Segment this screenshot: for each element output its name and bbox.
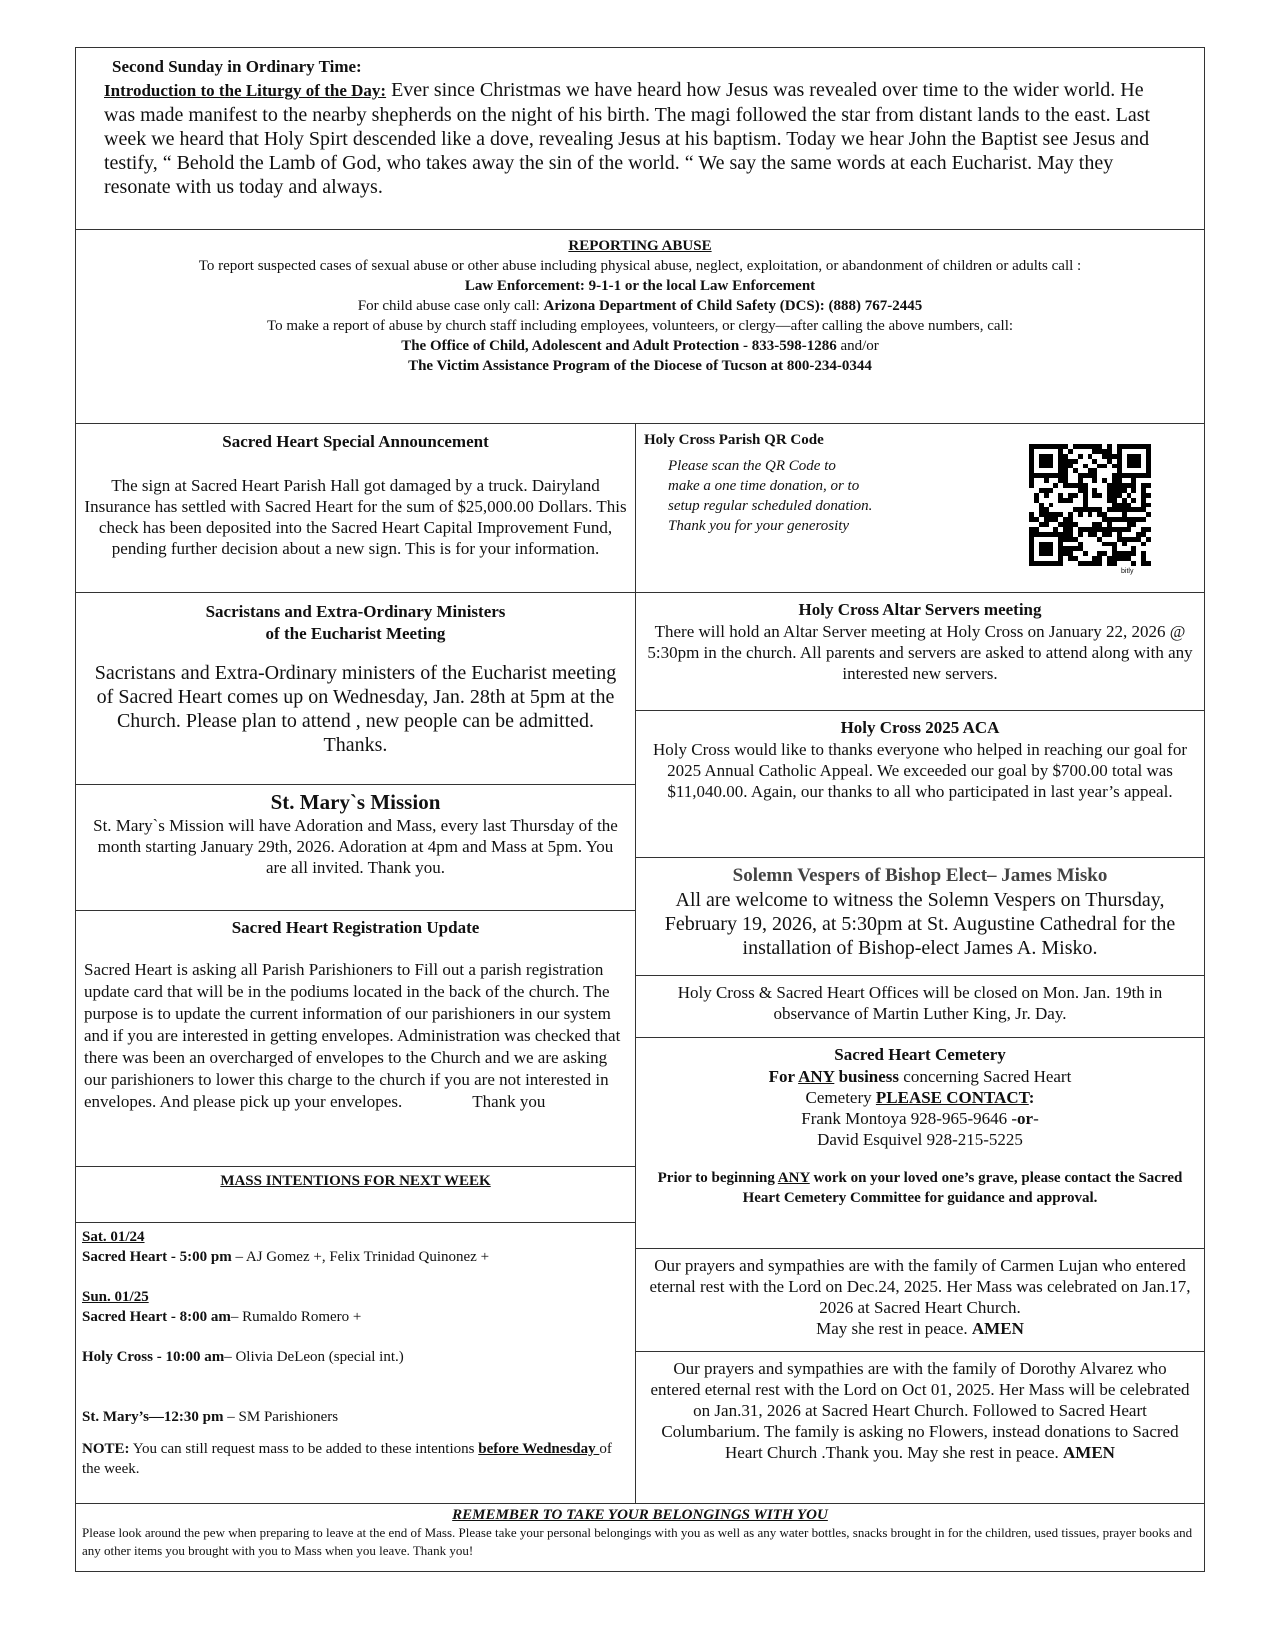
cemetery-title: Sacred Heart Cemetery [834, 1045, 1006, 1064]
belongings-text: Please look around the pew when preparing to leave at the end of Mass. Please take your personal belongings with you as well as any water bottles, snacks brought in for the children, used tissues, prayer books and any other items you brought with you to Mass when you leave. Thank you! [82, 1525, 1193, 1558]
sacristans-title-1: Sacristans and Extra-Ordinary Ministers [205, 602, 506, 621]
cemetery-contact-2: David Esquivel 928-215-5225 [817, 1130, 1023, 1149]
abuse-line3-pre: For child abuse case only call: [357, 298, 544, 314]
qr-line3: setup regular scheduled donation. [668, 498, 873, 514]
contact1-post: - [1033, 1109, 1039, 1128]
abuse-office: The Office of Child, Adolescent and Adult Protection - 833-598-1286 [401, 338, 837, 354]
prayer-alvarez-section [635, 1351, 1205, 1504]
contact1-pre: Frank Montoya 928-965-9646 - [801, 1109, 1018, 1128]
note-end: of the week. [82, 1441, 612, 1477]
mass-intentions-list [75, 1222, 636, 1504]
donation-qr-code[interactable] [1029, 444, 1151, 566]
sacristans-text: Sacristans and Extra-Ordinary ministers of the Eucharist meeting of Sacred Heart comes up on Wednesday, Jan. 28th at 5pm at the Church. Please plan to attend , new people can be admitted. Thanks. [94, 662, 617, 756]
prayer-lujan-last [644, 1318, 1196, 1339]
st-marys-intention [82, 1407, 629, 1427]
notice-any: ANY [777, 1170, 810, 1186]
registration-text [84, 959, 627, 1113]
bitly-logo: bitly [1121, 568, 1134, 575]
office-closure-section [635, 975, 1205, 1038]
intro-text [104, 78, 1176, 199]
sun-time: Sacred Heart - 8:00 am [82, 1309, 231, 1325]
hc-names: – Olivia DeLeon (special int.) [224, 1349, 404, 1365]
cemetery-line2 [656, 1066, 1184, 1087]
intro-heading: Second Sunday in Ordinary Time: [112, 57, 362, 76]
altar-servers-section [635, 592, 1205, 711]
sm-time: St. Mary’s—12:30 pm [82, 1409, 224, 1425]
st-marys-title: St. Mary`s Mission [270, 790, 441, 814]
aca-text: Holy Cross would like to thanks everyone who helped in reaching our goal for 2025 Annual Catholic Appeal. We exceeded our goal by $700.00 total was $11,040.00. Again, our thanks to all who participated in last year’s appeal. [653, 740, 1187, 801]
belongings-section [75, 1503, 1205, 1572]
qr-module [1146, 561, 1151, 566]
sun-date: Sun. 01/25 [82, 1289, 149, 1305]
notice-pre: Prior to beginning [657, 1170, 778, 1186]
cemetery-any: ANY [798, 1067, 835, 1086]
mass-intentions-title: MASS INTENTIONS FOR NEXT WEEK [220, 1173, 491, 1189]
reporting-abuse-section [75, 229, 1205, 424]
holy-cross-intention [82, 1347, 629, 1367]
announcement-title: Sacred Heart Special Announcement [222, 432, 489, 451]
vespers-section [635, 857, 1205, 976]
sat-time: Sacred Heart - 5:00 pm [82, 1249, 232, 1265]
cemetery-please-contact: PLEASE CONTACT [875, 1088, 1029, 1107]
announcement-text: The sign at Sacred Heart Parish Hall got damaged by a truck. Dairyland Insurance has settled with Sacred Heart for the sum of $25,000.00 Dollars. This check has been deposited into the Sacred Heart Capital Improvement Fund, pending further decision about a new sign. This is for your information. [84, 476, 627, 558]
abuse-line1: To report suspected cases of sexual abuse or other abuse including physical abuse, neglect, exploitation, or abandonment of children or adults call : [198, 258, 1082, 274]
sacristans-title-2: of the Eucharist Meeting [265, 624, 446, 643]
office-closure-text: Holy Cross & Sacred Heart Offices will be closed on Mon. Jan. 19th in observance of Martin Luther King, Jr. Day. [677, 983, 1163, 1023]
abuse-andor: and/or [836, 338, 879, 354]
hc-time: Holy Cross - 10:00 am [82, 1349, 225, 1365]
aca-section [635, 710, 1205, 858]
prayer-alvarez-body: Our prayers and sympathies are with the family of Dorothy Alvarez who entered eternal rest with the Lord on Oct 01, 2025. Her Mass will be celebrated on Jan.31, 2026 at Sacred Heart Church. Followed to Sacred Heart Columbarium. The family is asking no Flowers, instead donations to Sacred Heart Church .Thank you. May she rest in peace. [650, 1359, 1190, 1462]
cemetery-contact-1 [656, 1108, 1184, 1129]
qr-line2: make a one time donation, or to [668, 478, 860, 494]
note-label: NOTE: [82, 1441, 130, 1457]
notice-post: work on your loved one’s grave, please contact the Sacred Heart Cemetery Committee for guidance and approval. [742, 1170, 1183, 1206]
registration-thanks: Thank you [472, 1092, 546, 1111]
vespers-title: Solemn Vespers of Bishop Elect– James Misko [732, 865, 1108, 886]
cemetery-for: For [768, 1067, 799, 1086]
abuse-title: REPORTING ABUSE [568, 238, 712, 254]
prayer-lujan-text: Our prayers and sympathies are with the family of Carmen Lujan who entered eternal rest with the Lord on Dec.24, 2025. Her Mass was celebrated on Jan.17, 2026 at Sacred Heart Church. [649, 1256, 1191, 1317]
prayer-lujan-rest: May she rest in peace. [816, 1319, 972, 1338]
registration-title: Sacred Heart Registration Update [231, 918, 480, 937]
note-text: You can still request mass to be added to these intentions [129, 1441, 479, 1457]
announcement-section [75, 423, 636, 593]
prayer-lujan-section [635, 1248, 1205, 1352]
cemetery-line3 [656, 1087, 1184, 1108]
qr-code-section [635, 423, 1205, 593]
abuse-line6: The Victim Assistance Program of the Diocese of Tucson at 800-234-0344 [408, 358, 872, 374]
qr-line1: Please scan the QR Code to [668, 458, 836, 474]
sat-names: – AJ Gomez +, Felix Trinidad Quinonez + [231, 1249, 490, 1265]
sat-intention [82, 1247, 629, 1267]
mass-note [82, 1439, 629, 1479]
vespers-text: All are welcome to witness the Solemn Vespers on Thursday, February 19, 2026, at 5:30pm at St. Augustine Cathedral for the installation of Bishop-elect James A. Misko. [664, 889, 1176, 959]
mass-intentions-header [75, 1166, 636, 1223]
altar-text: There will hold an Altar Server meeting at Holy Cross on January 22, 2026 @ 5:30pm in the church. All parents and servers are asked to attend along with any interested new servers. [647, 622, 1193, 683]
qr-line4: Thank you for your generosity [668, 518, 850, 534]
abuse-dcs: Arizona Department of Child Safety (DCS): (888) 767-2445 [543, 298, 923, 314]
st-marys-mission-section [75, 784, 636, 911]
aca-title: Holy Cross 2025 ACA [840, 718, 1000, 737]
prayer-alvarez-amen: AMEN [1063, 1443, 1115, 1462]
sm-names: – SM Parishioners [223, 1409, 339, 1425]
cemetery-section [635, 1037, 1205, 1249]
liturgy-intro-section [75, 47, 1205, 230]
st-marys-text: St. Mary`s Mission will have Adoration and Mass, every last Thursday of the month starting January 29th, 2026. Adoration at 4pm and Mass at 5pm. You are all invited. Thank you. [93, 816, 618, 877]
abuse-line2: Law Enforcement: 9-1-1 or the local Law Enforcement [464, 278, 816, 294]
cemetery-concerning: concerning Sacred Heart [899, 1067, 1072, 1086]
registration-section [75, 910, 636, 1167]
cemetery-notice [656, 1168, 1184, 1208]
prayer-alvarez-text [648, 1358, 1192, 1463]
cemetery-line3-pre: Cemetery [805, 1088, 876, 1107]
intro-body: Ever since Christmas we have heard how Jesus was revealed over time to the wider world. He was made manifest to the nearby shepherds on the night of his birth. The magi followed the star from distant lands to the east. Last week we heard that Holy Spirt descended like a dove, revealing Jesus at his baptism. Today we hear John the Baptist see Jesus and testify, “ Behold the Lamb of God, who takes away the sin of the world. “ We say the same words at each Eucharist. May they resonate with us today and always. [104, 79, 1151, 198]
sat-date: Sat. 01/24 [82, 1229, 145, 1245]
abuse-line4: To make a report of abuse by church staff including employees, volunteers, or clergy—after calling the above numbers, call: [266, 318, 1014, 334]
qr-title: Holy Cross Parish QR Code [644, 432, 824, 448]
sacristans-section [75, 592, 636, 785]
sun-names: – Rumaldo Romero + [230, 1309, 362, 1325]
cemetery-business: business [834, 1067, 900, 1086]
abuse-line5 [80, 336, 1200, 356]
altar-title: Holy Cross Altar Servers meeting [798, 600, 1042, 619]
sun-intention [82, 1307, 629, 1327]
contact1-or: or [1017, 1109, 1034, 1128]
cemetery-colon: : [1028, 1088, 1035, 1107]
note-deadline: before Wednesday [478, 1441, 600, 1457]
prayer-lujan-amen: AMEN [971, 1319, 1024, 1338]
intro-subheading: Introduction to the Liturgy of the Day: [104, 81, 387, 100]
registration-body: Sacred Heart is asking all Parish Parishioners to Fill out a parish registration update card that will be in the podiums located in the back of the church. The purpose is to update the current information of our parishioners in our system and if you are interested in getting envelopes. Administration was checked that there was been an overcharged of envelopes to the Church and we are asking our parishioners to lower this charge to the church if you are not interested in envelopes. And please pick up your envelopes. [84, 960, 621, 1111]
abuse-line3 [80, 296, 1200, 316]
belongings-title: REMEMBER TO TAKE YOUR BELONGINGS WITH YOU [452, 1507, 828, 1523]
